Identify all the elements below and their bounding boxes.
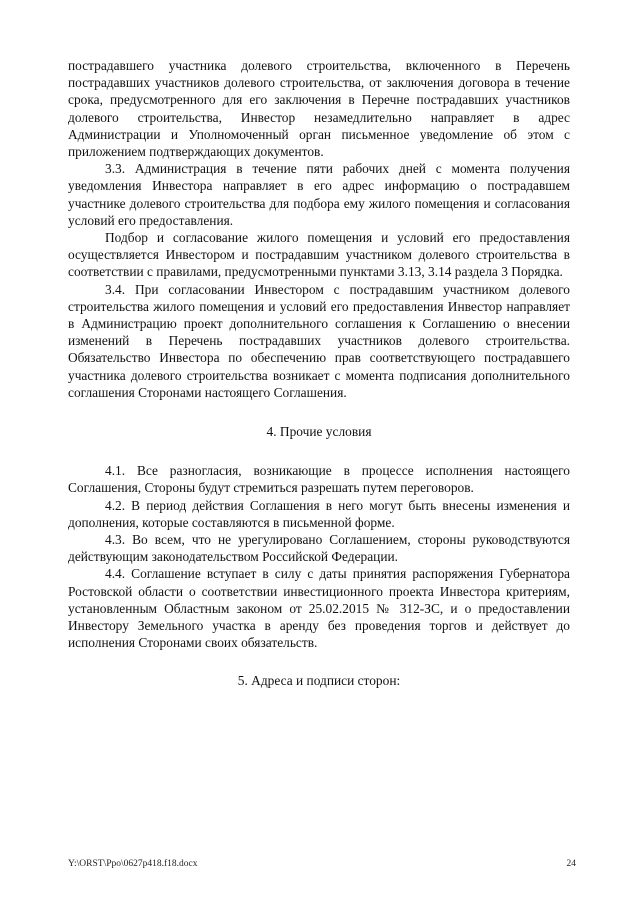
file-path: Y:\ORST\Ppo\0627p418.f18.docx (68, 859, 198, 869)
document-page (68, 57, 570, 689)
paragraph-selection: Подбор и согласование жилого помещения и условий его предоставления осуществляется Инвестором и пострадавшим участником долевого строительства в соответствии с правилами, предусмотренными пунктами 3.13, 3.14 раздела 3 Порядка. (68, 230, 570, 280)
paragraph-4-2: 4.2. В период действия Соглашения в него могут быть внесены изменения и дополнения, которые составляются в письменной форме. (68, 497, 570, 530)
paragraph-3-4: 3.4. При согласовании Инвестором с пострадавшим участником долевого строительства жилого помещения и условий его предоставления Инвестор направляет в Администрацию проект дополнительного соглашения к Соглашению о внесении изменений в Перечень пострадавших участников долевого строительства. Обязательство Инвестора по обеспечению прав соответствующего пострадавшего участника долевого строительства возникает с момента подписания дополнительного соглашения Сторонами настоящего Соглашения. (68, 281, 570, 400)
paragraph-continuation: пострадавшего участника долевого строительства, включенного в Перечень пострадавших участников долевого строительства, от заключения договора в течение срока, предусмотренного для его заключения в Перечне пострадавших участников долевого строительства, Инвестор незамедлительно направляет в адрес Администрации и Уполномоченный орган письменное уведомление об этом с приложением подтверждающих документов. (68, 58, 570, 160)
page-number: 24 (566, 859, 576, 869)
paragraph-4-3: 4.3. Во всем, что не урегулировано Соглашением, стороны руководствуются действующим законодательством Российской Федерации. (68, 532, 570, 565)
section-5-title: 5. Адреса и подписи сторон: (237, 672, 401, 688)
paragraph-4-1: 4.1. Все разногласия, возникающие в процессе исполнения настоящего Соглашения, Стороны будут стремиться разрешать путем переговоров. (68, 463, 570, 496)
paragraph-3-3: 3.3. Администрация в течение пяти рабочих дней с момента получения уведомления Инвестора направляет в его адрес информацию о пострадавшем участнике долевого строительства для подбора ему жилого помещения и согласования условий его предоставления. (68, 161, 570, 228)
section-4-title: 4. Прочие условия (266, 424, 372, 440)
paragraph-4-4: 4.4. Соглашение вступает в силу с даты принятия распоряжения Губернатора Ростовской области о соответствии инвестиционного проекта Инвестора критериям, установленным Областным законом от 25.02.2015 № 312-ЗС, и о предоставлении Инвестору Земельного участка в аренду без проведения торгов и действует до исполнения Сторонами своих обязательств. (68, 566, 570, 651)
